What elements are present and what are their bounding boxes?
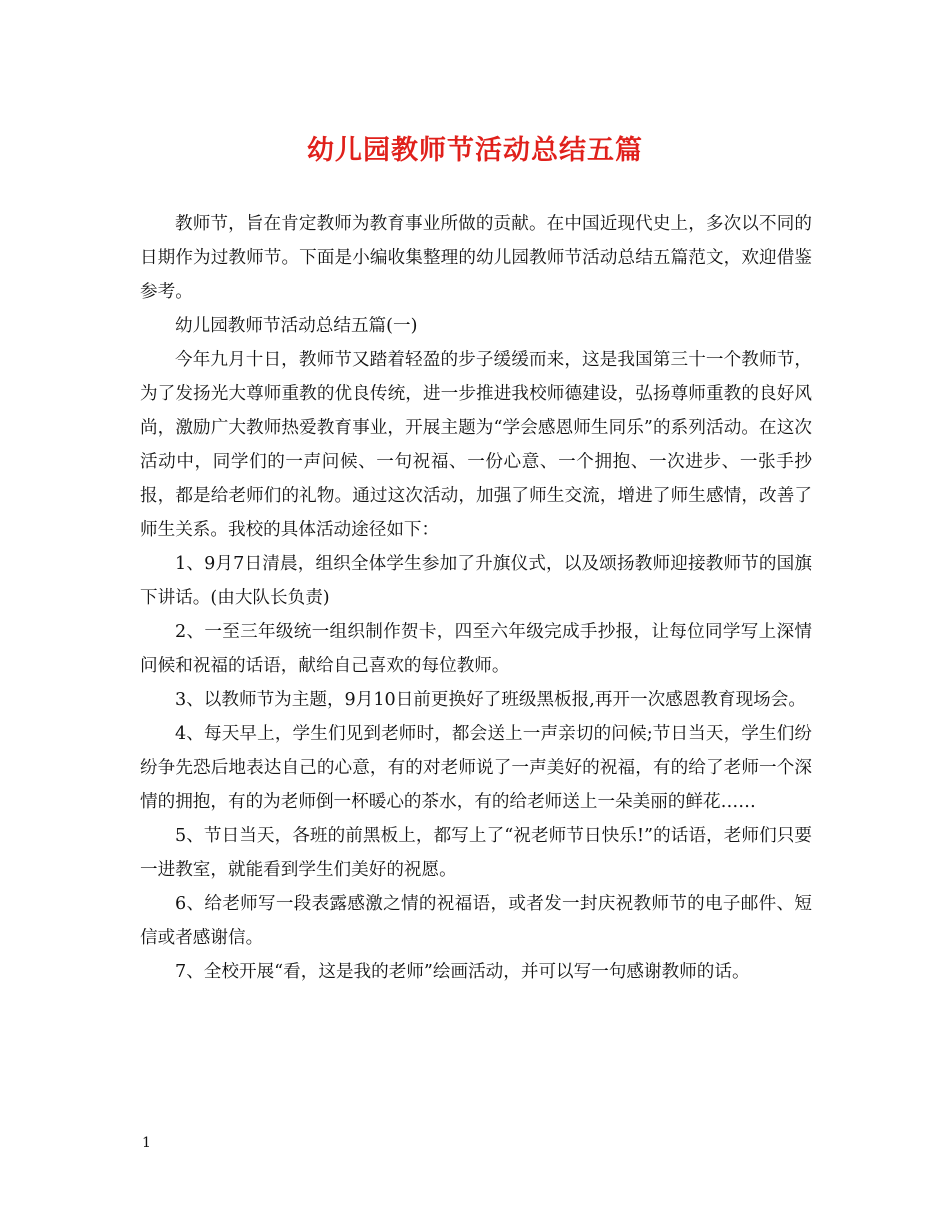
page-number: 1 xyxy=(142,1135,151,1151)
body-paragraph: 今年九月十日，教师节又踏着轻盈的步子缓缓而来，这是我国第三十一个教师节，为了发扬光大尊师重教的优良传统，进一步推进我校师德建设，弘扬尊师重教的良好风尚，激励广大教师热爱教育事业，开展主题为“学会感恩师生同乐”的系列活动。在这次活动中，同学们的一声问候、一句祝福、一份心意、一个拥抱、一次进步、一张手抄报，都是给老师们的礼物。通过这次活动，加强了师生交流，增进了师生感情，改善了师生关系。我校的具体活动途径如下： xyxy=(140,350,812,540)
list-item-5: 5、节日当天，各班的前黑板上，都写上了“祝老师节日快乐!”的话语，老师们只要一进教室，就能看到学生们美好的祝愿。 xyxy=(140,826,812,880)
list-item-7: 7、全校开展“看，这是我的老师”绘画活动，并可以写一句感谢教师的话。 xyxy=(175,962,750,982)
list-item-3: 3、以教师节为主题，9月10日前更换好了班级黑板报,再开一次感恩教育现场会。 xyxy=(175,690,806,710)
intro-paragraph: 教师节，旨在肯定教师为教育事业所做的贡献。在中国近现代史上，多次以不同的日期作为过教师节。下面是小编收集整理的幼儿园教师节活动总结五篇范文，欢迎借鉴参考。 xyxy=(140,214,812,302)
document-title: 幼儿园教师节活动总结五篇 xyxy=(307,135,643,166)
list-item-2: 2、一至三年级统一组织制作贺卡，四至六年级完成手抄报，让每位同学写上深情问候和祝福的话语，献给自己喜欢的每位教师。 xyxy=(140,622,812,676)
document-body xyxy=(140,207,812,989)
list-item-6: 6、给老师写一段表露感激之情的祝福语，或者发一封庆祝教师节的电子邮件、短信或者感谢信。 xyxy=(140,894,812,948)
section-heading: 幼儿园教师节活动总结五篇(一) xyxy=(175,316,418,336)
list-item-4: 4、每天早上，学生们见到老师时，都会送上一声亲切的问候;节日当天，学生们纷纷争先恐后地表达自己的心意，有的对老师说了一声美好的祝福，有的给了老师一个深情的拥抱，有的为老师倒一杯暖心的茶水，有的给老师送上一朵美丽的鲜花…… xyxy=(140,724,812,812)
list-item-1: 1、9月7日清晨，组织全体学生参加了升旗仪式，以及颂扬教师迎接教师节的国旗下讲话。(由大队长负责) xyxy=(140,554,812,608)
